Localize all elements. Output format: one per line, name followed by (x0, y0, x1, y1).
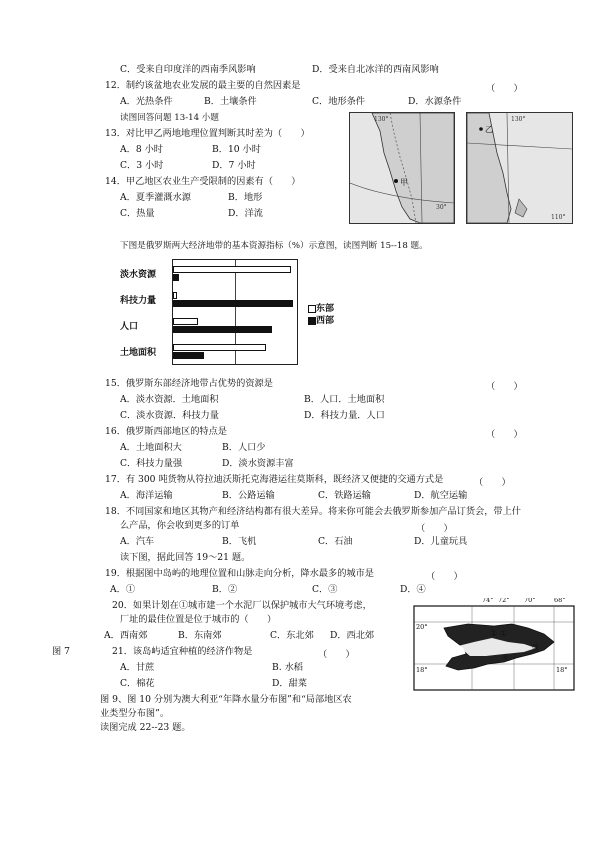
category-label-2: 人口 (120, 322, 139, 332)
q18-c: C．石油 (318, 536, 353, 547)
q11-option-c: C．受来自印度洋的西南季风影响 (120, 64, 256, 75)
legend-west (308, 313, 334, 326)
q16-c: C．科技力量强 (120, 458, 183, 469)
q21-d: D．甜菜 (272, 678, 307, 689)
question-21: 21．该岛屿适宜种植的经济作物是 (112, 646, 253, 657)
q18-b: B．飞机 (222, 536, 257, 547)
island-city-4: ④ (502, 653, 510, 662)
q15-d: D．科技力量．人口 (304, 410, 385, 421)
intro-15-18: 下图是俄罗斯两大经济地带的基本资源指标（%）示意图，读图判断 15--18 题。 (120, 241, 428, 251)
q21-a: A．甘蔗 (120, 662, 155, 673)
map-jia-lat: 30° (436, 204, 447, 211)
chart-plot-area (172, 259, 298, 365)
q14-b: B．地形 (228, 192, 263, 203)
figure-7-label: 图 7 (52, 646, 70, 657)
bar-west-1 (173, 300, 293, 307)
q21-paren: （ ） (318, 649, 355, 660)
q12-paren: （ ） (486, 83, 523, 94)
q16-a: A．土地面积大 (120, 442, 182, 453)
island-map-lon-68: 68° (554, 598, 566, 604)
figure-9-10-caption: 图 9、图 10 分别为澳大利亚“年降水量分布图”和“局部地区农 (100, 694, 352, 705)
map-jia-label: 甲 (400, 178, 408, 187)
q17-c: C．铁路运输 (318, 490, 371, 501)
map-jia-lon: 130° (374, 116, 389, 123)
q16-d: D．淡水资源丰富 (222, 458, 294, 469)
legend-west-label: 西部 (316, 316, 335, 326)
q12-a: A．光热条件 (120, 96, 173, 107)
read-instruction-19-21: 读下图，据此回答 19～21 题。 (120, 552, 251, 563)
q18-paren: （ ） (416, 523, 453, 534)
q21-c: C．棉花 (120, 678, 155, 689)
island-map-lat-18-right: 18° (556, 666, 568, 674)
q17-d: D．航空运输 (414, 490, 468, 501)
figure-9-10-caption-cont: 业类型分布图”。 (100, 708, 170, 719)
q12-c: C．地形条件 (312, 96, 365, 107)
island-map-lon-72: 72° (498, 598, 510, 604)
question-15: 15．俄罗斯东部经济地带占优势的资源是 (105, 378, 273, 389)
q19-paren: （ ） (426, 571, 463, 582)
q17-a: A．海洋运输 (120, 490, 173, 501)
map-yi-lon1: 130° (511, 116, 526, 123)
q20-a: A．西南郊 (104, 630, 148, 641)
bar-west-0 (173, 274, 179, 281)
question-18: 18．不同国家和地区其物产和经济结构都有很大差异。将来你可能会去俄罗斯参加产品订货会，带上什 (105, 506, 521, 517)
bar-east-3 (173, 344, 266, 351)
question-14: 14．甲乙地区农业生产受限制的因素有（ ） (105, 176, 301, 187)
q14-d: D．洋流 (228, 208, 263, 219)
q14-a: A．夏季灌溉水源 (120, 192, 191, 203)
read-instruction-13-14: 读图回答问题 13-14 小题 (120, 113, 219, 123)
q13-c: C．3 小时 (120, 160, 164, 171)
island-map-lat-20: 20° (416, 623, 428, 631)
map-yi-label: 乙 (485, 125, 493, 134)
read-instruction-22-23: 读图完成 22--23 题。 (100, 722, 191, 733)
bar-west-2 (173, 326, 272, 333)
map-yi-lon2: 110° (551, 214, 566, 221)
q19-b: B．② (212, 584, 238, 595)
question-20: 20．如果计划在①城市建一个水泥厂以保护城市大气环境考虑， (112, 600, 372, 611)
q14-c: C．热量 (120, 208, 155, 219)
q11-option-d: D．受来自北冰洋的西南风影响 (312, 64, 439, 75)
q17-paren: （ ） (474, 477, 511, 488)
category-label-3: 土地面积 (120, 348, 157, 358)
island-map-lon-74: 74° (482, 598, 494, 604)
map-yi (466, 112, 573, 224)
q13-d: D．7 小时 (212, 160, 256, 171)
island-map-lon-70: 70° (524, 598, 536, 604)
q12-b: B．土壤条件 (204, 96, 257, 107)
q18-a: A．汽车 (120, 536, 155, 547)
q13-a: A．8 小时 (120, 144, 163, 155)
q21-b: B. 水稻 (272, 662, 303, 673)
island-city-2: ② (490, 629, 498, 638)
q16-paren: （ ） (486, 429, 523, 440)
question-20-cont: 厂址的最佳位置是位于城市的（ ） (120, 614, 277, 625)
q18-d: D．儿童玩具 (414, 536, 468, 547)
q12-d: D．水源条件 (408, 96, 462, 107)
legend-east-swatch (308, 305, 316, 313)
q15-b: B．人口．土地面积 (304, 394, 385, 405)
category-label-0: 淡水资源 (120, 270, 157, 280)
legend-west-swatch (308, 317, 316, 325)
q19-a: A．① (110, 584, 136, 595)
q20-d: D．西北郊 (330, 630, 375, 641)
q17-b: B．公路运输 (222, 490, 275, 501)
bar-west-3 (173, 352, 204, 359)
island-city-3: ③ (532, 643, 540, 652)
question-16: 16．俄罗斯西部地区的特点是 (105, 426, 227, 437)
q16-b: B．人口少 (222, 442, 266, 453)
bar-east-1 (173, 292, 177, 299)
bar-east-0 (173, 266, 291, 273)
q15-c: C．淡水资源．科技力量 (120, 410, 219, 421)
legend-east-label: 东部 (316, 304, 335, 314)
q19-c: C．③ (312, 584, 338, 595)
bar-east-2 (173, 318, 198, 325)
island-map (404, 598, 584, 698)
question-17: 17．有 300 吨货物从符拉迪沃斯托克海港运往莫斯科，既经济又便捷的交通方式是 (105, 474, 444, 485)
category-label-1: 科技力量 (120, 296, 157, 306)
q19-d: D．④ (400, 584, 426, 595)
resource-bar-chart (120, 257, 348, 369)
island-city-1: ① (500, 629, 508, 638)
question-19: 19．根据图中岛屿的地理位置和山脉走向分析，降水最多的城市是 (105, 568, 374, 579)
question-18-cont: 么产品，你会收到更多的订单 (120, 520, 240, 531)
q13-b: B．10 小时 (212, 144, 261, 155)
island-map-lat-18-left: 18° (416, 666, 428, 674)
map-jia (349, 112, 455, 224)
q20-b: B．东南郊 (178, 630, 222, 641)
q15-paren: （ ） (486, 381, 523, 392)
q15-a: A．淡水资源．土地面积 (120, 394, 219, 405)
q20-c: C．东北郊 (270, 630, 314, 641)
question-13: 13．对比甲乙两地地理位置判断其时差为（ ） (105, 128, 310, 139)
question-12: 12．制约该盆地农业发展的最主要的自然因素是 (105, 80, 301, 91)
